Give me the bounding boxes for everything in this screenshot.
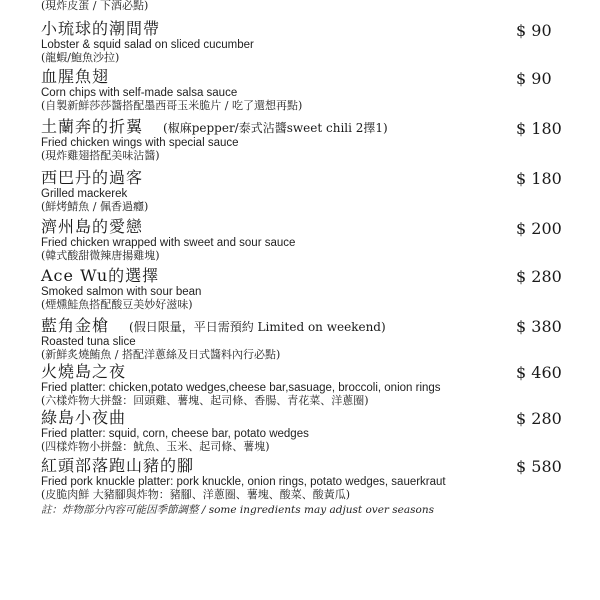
item-english: Lobster & squid salad on sliced cucumber bbox=[41, 39, 254, 51]
item-chinese-desc: (韓式酸甜微辣唐揚雞塊) bbox=[41, 249, 160, 262]
item-price: $ 90 bbox=[516, 21, 552, 40]
item-note: (椒麻pepper/泰式沾醬sweet chili 2擇1) bbox=[163, 121, 388, 135]
menu-item bbox=[41, 218, 561, 262]
menu-item bbox=[41, 267, 561, 311]
item-english: Fried platter: chicken,potato wedges,cheese bar,sasuage, broccoli, onion rings bbox=[41, 382, 441, 394]
item-title: 藍角金槍 bbox=[41, 316, 110, 335]
item-title: 血腥魚翅 bbox=[41, 67, 110, 86]
item-chinese-desc: (新鮮炙燒鮪魚 / 搭配洋蔥絲及日式醬料內行必點) bbox=[41, 348, 281, 361]
menu-item bbox=[41, 169, 561, 213]
item-english: Roasted tuna slice bbox=[41, 336, 136, 348]
item-price: $ 280 bbox=[516, 409, 562, 428]
item-price: $ 460 bbox=[516, 363, 562, 382]
item-title: Ace Wu的選擇 bbox=[41, 266, 160, 285]
menu-item bbox=[41, 68, 561, 112]
item-price: $ 200 bbox=[516, 219, 562, 238]
item-chinese-desc: (皮脆肉鮮 大豬腳與炸物：豬腳、洋蔥圈、薯塊、酸菜、酸黃瓜) bbox=[41, 488, 351, 501]
item-english: Grilled mackerek bbox=[41, 188, 128, 200]
item-english: Smoked salmon with sour bean bbox=[41, 286, 202, 298]
item-price: $ 580 bbox=[516, 457, 562, 476]
item-chinese-desc: (鮮烤鯖魚 / 佩香過癮) bbox=[41, 200, 149, 213]
item-price: $ 180 bbox=[516, 119, 562, 138]
item-chinese-desc: (六樣炸物大拼盤：回頭雞、薯塊、起司條、香腸、青花菜、洋蔥圈) bbox=[41, 394, 369, 407]
item-english: Fried pork knuckle platter: pork knuckle, onion rings, potato wedges, sauerkraut bbox=[41, 476, 446, 488]
item-title: 火燒島之夜 bbox=[41, 362, 127, 381]
item-price: $ 380 bbox=[516, 317, 562, 336]
menu-item bbox=[41, 20, 561, 64]
menu-item bbox=[41, 457, 561, 501]
item-title: 濟州島的愛戀 bbox=[41, 217, 144, 236]
item-english: Fried chicken wings with special sauce bbox=[41, 137, 239, 149]
item-price: $ 180 bbox=[516, 169, 562, 188]
item-english: Corn chips with self-made salsa sauce bbox=[41, 87, 238, 99]
item-chinese-desc: (煙燻鮭魚搭配酸豆美妙好滋味) bbox=[41, 298, 193, 311]
item-chinese-desc: (龍蝦/鮑魚沙拉) bbox=[41, 51, 120, 64]
item-chinese-desc: (現炸雞翅搭配美味沾醬) bbox=[41, 149, 160, 162]
item-chinese-desc: (四樣炸物小拼盤：魷魚、玉米、起司條、薯塊) bbox=[41, 440, 270, 453]
item-title: 小琉球的潮間帶 bbox=[41, 19, 161, 38]
item-title: 綠島小夜曲 bbox=[41, 408, 127, 427]
item-price: $ 90 bbox=[516, 69, 552, 88]
menu-item bbox=[41, 363, 561, 407]
item-english: Fried platter: squid, corn, cheese bar, potato wedges bbox=[41, 428, 309, 440]
item-english: Fried chicken wrapped with sweet and sour sauce bbox=[41, 237, 296, 249]
item-title: 土蘭奔的折翼 bbox=[41, 117, 144, 136]
previous-item-subtitle: (現炸皮蛋 / 下酒必點) bbox=[41, 0, 149, 12]
menu-item bbox=[41, 118, 561, 162]
item-title: 西巴丹的過客 bbox=[41, 168, 144, 187]
item-price: $ 280 bbox=[516, 267, 562, 286]
menu-item bbox=[41, 409, 561, 453]
item-note: (假日限量，平日需預約 Limited on weekend) bbox=[129, 320, 386, 334]
menu-item bbox=[41, 317, 561, 361]
footnote: 註：炸物部分內容可能因季節調整 / some ingredients may adjust over seasons bbox=[41, 504, 434, 516]
item-chinese-desc: (自製新鮮莎莎醬搭配墨西哥玉米脆片 / 吃了還想再點) bbox=[41, 99, 303, 112]
item-title: 紅頭部落跑山豬的腳 bbox=[41, 456, 195, 475]
